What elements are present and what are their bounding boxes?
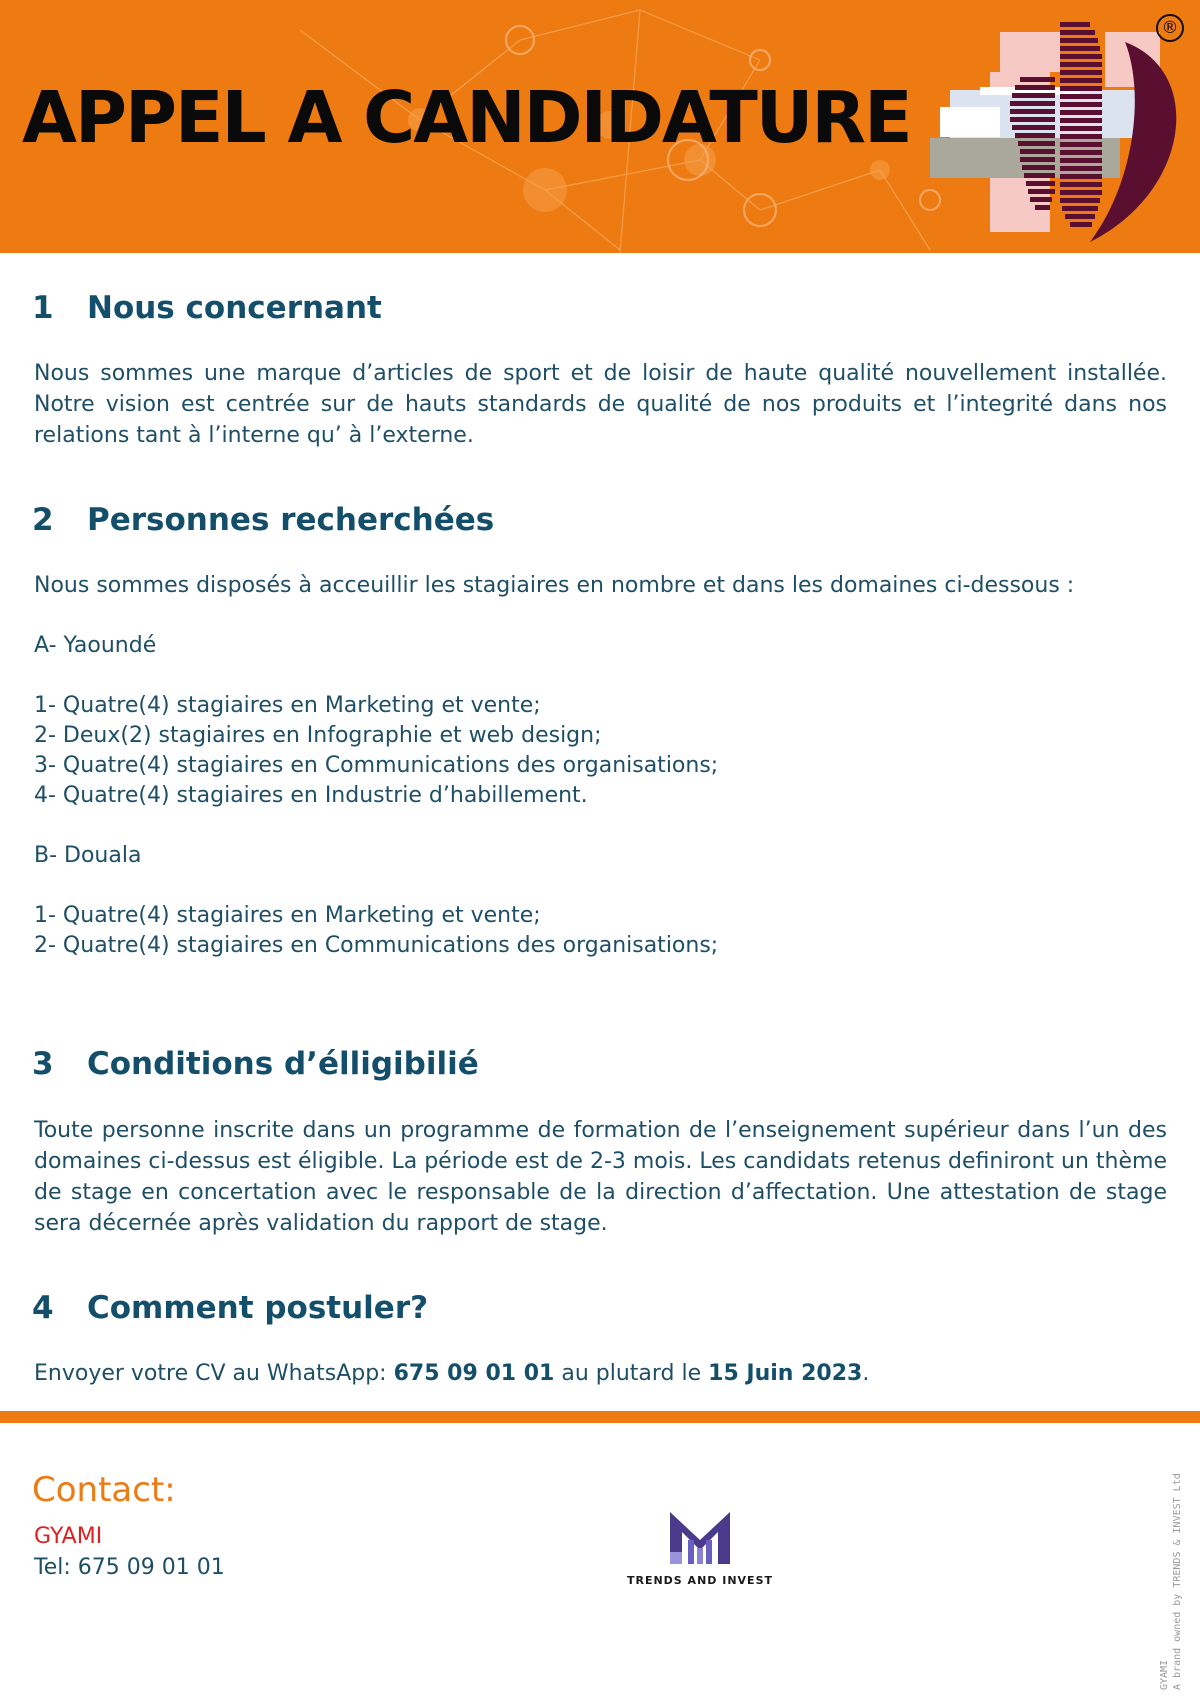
contact-phone: Tel: 675 09 01 01 [34, 1555, 225, 1580]
trends-and-invest-logo-text: TRENDS AND INVEST [626, 1574, 773, 1587]
section-number: 3 [32, 1046, 54, 1082]
section-heading-3 [32, 1046, 479, 1082]
group-label-douala: B- Douala [34, 843, 142, 868]
contact-title: Contact: [32, 1470, 176, 1510]
section-heading-4 [32, 1290, 428, 1326]
group-label-yaounde: A- Yaoundé [34, 633, 157, 658]
section-2-intro: Nous sommes disposés à acceuillir les stagiaires en nombre et dans les domaines ci-dessous : [34, 573, 1075, 598]
apply-text-after: . [862, 1361, 870, 1386]
apply-text-before: Envoyer votre CV au WhatsApp: [34, 1361, 394, 1386]
section-title: Nous concernant [87, 290, 382, 326]
brand-ownership-note [1158, 1473, 1184, 1690]
list-item: 4- Quatre(4) stagiaires en Industrie d’habillement. [34, 783, 588, 808]
section-4-text [34, 1358, 1167, 1389]
section-number: 4 [32, 1290, 54, 1326]
section-heading-2 [32, 502, 494, 538]
section-number: 2 [32, 502, 54, 538]
list-item: 2- Deux(2) stagiaires en Infographie et web design; [34, 723, 602, 748]
section-1-text: Nous sommes une marque d’articles de sport et de loisir de haute qualité nouvellement installée. Notre vision est centrée sur de hauts standards de qualité de nos produits et l’integrité dans nos relations tant à l’interne qu’ à l’externe. [34, 361, 1167, 448]
list-item: 2- Quatre(4) stagiaires en Communications des organisations; [34, 933, 719, 958]
header-banner [0, 0, 1200, 253]
section-title: Conditions d’élligibilié [87, 1046, 479, 1082]
list-item: 3- Quatre(4) stagiaires en Communications des organisations; [34, 753, 719, 778]
deadline-date: 15 Juin 2023 [708, 1361, 863, 1386]
section-3-text: Toute personne inscrite dans un programme de formation de l’enseignement supérieur dans l’un des domaines ci-dessus est éligible. La période est de 2-3 mois. Les candidats retenus definiront un thème de stage en concertation avec le responsable de la direction d’affectation. Une attestation de stage sera décernée après validation du rapport de stage. [34, 1118, 1167, 1236]
section-title: Personnes recherchées [87, 502, 495, 538]
apply-text-middle: au plutard le [554, 1361, 709, 1386]
list-item: 1- Quatre(4) stagiaires en Marketing et vente; [34, 693, 541, 718]
section-title: Comment postuler? [87, 1290, 429, 1326]
section-heading-1 [32, 290, 382, 326]
contact-name: GYAMI [34, 1524, 103, 1549]
list-item: 1- Quatre(4) stagiaires en Marketing et vente; [34, 903, 541, 928]
side-note-line1: GYAMI [1159, 1659, 1170, 1690]
whatsapp-phone: 675 09 01 01 [393, 1361, 555, 1386]
section-number: 1 [32, 290, 54, 326]
footer-divider [0, 1411, 1200, 1423]
gyami-brand-logo [920, 12, 1180, 247]
registered-trademark-icon: ® [1156, 14, 1184, 42]
side-note-line2: A brand owned by TRENDS & INVEST Ltd [1172, 1473, 1183, 1690]
page-title: APPEL A CANDIDATURE [22, 76, 911, 159]
trends-and-invest-logo-icon [668, 1510, 732, 1566]
